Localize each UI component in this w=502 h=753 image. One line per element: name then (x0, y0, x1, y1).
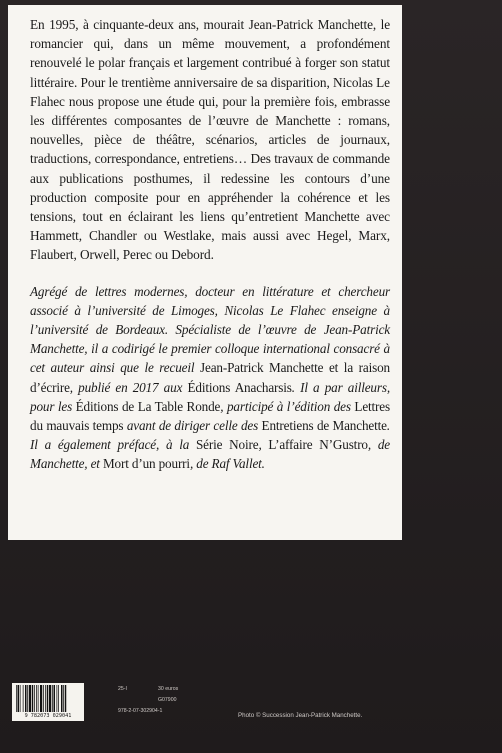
bio-title: Lettres du mauvais temps (30, 398, 390, 434)
bio-title: Entretiens de Manchette (261, 418, 387, 434)
code-series: 25-I (118, 686, 127, 692)
bio-text: . Il a par ailleurs, pour les (30, 379, 390, 414)
bio-title: L’affaire N’Gustro (268, 437, 368, 453)
bio-text: . Il a également préfacé, à la (30, 418, 390, 453)
barcode-block (12, 683, 84, 721)
text-panel (8, 5, 402, 540)
barcode-icon (15, 685, 81, 712)
bio-text: Agrégé de lettres modernes, docteur en littérature et chercheur associé à l’université de Limoges, Nicolas Le Flahec enseigne à l’université de Bordeaux. Spécialiste de l’œuvre de Jean-Patrick Manchette, il a codirigé le premier colloque international consacré à cet auteur ainsi que le recueil (30, 283, 390, 376)
bio-title: Jean-Patrick Manchette et la raison d’écrire (30, 360, 390, 395)
bio-text: , participé à l’édition des (220, 398, 355, 414)
bio-text: , (258, 437, 269, 453)
isbn: 978-2-07-302904-1 (118, 708, 163, 714)
bio-title: Éditions de La Table Ronde (75, 398, 221, 414)
book-summary: En 1995, à cinquante-deux ans, mourait Jean-Patrick Manchette, le romancier qui, dans un même mouvement, a profondément renouvelé le polar français et largement contribué à forger son statut littéraire. Pour le trentième anniversaire de sa disparition, Nicolas Le Flahec nous propose une étude qui, pour la première fois, embrasse les différentes composantes de l’œuvre de Manchette : romans, nouvelles, pièce de théâtre, scénarios, articles de journaux, traductions, correspondance, entretiens… Des travaux de commande aux publications posthumes, il redessine les contours d’une production composite pour en appréhender la cohérence et les tensions, tout en éclairant les liens qu’entretient Manchette avec Hammett, Chandler ou Westlake, mais aussi avec Hegel, Marx, Flaubert, Orwell, Perec ou Debord. (30, 17, 390, 263)
price: 30 euros (158, 686, 179, 692)
author-bio (30, 282, 390, 474)
bio-title: Série Noire (195, 437, 259, 453)
bio-text: avant de diriger celle des (123, 418, 262, 434)
publisher-codes (118, 686, 198, 720)
code-publisher: G07900 (158, 697, 177, 703)
photo-credit: Photo © Succession Jean-Patrick Manchette. (238, 712, 363, 719)
bio-title: Éditions Anacharsis (187, 379, 292, 395)
bio-text: , de Raf Vallet. (189, 456, 265, 472)
bio-text: , de Manchette, et (30, 437, 391, 472)
bio-text: , publié en 2017 aux (69, 379, 188, 395)
bio-title: Mort d’un pourri (102, 456, 190, 472)
barcode-number: 9 782073 029041 (24, 713, 72, 719)
